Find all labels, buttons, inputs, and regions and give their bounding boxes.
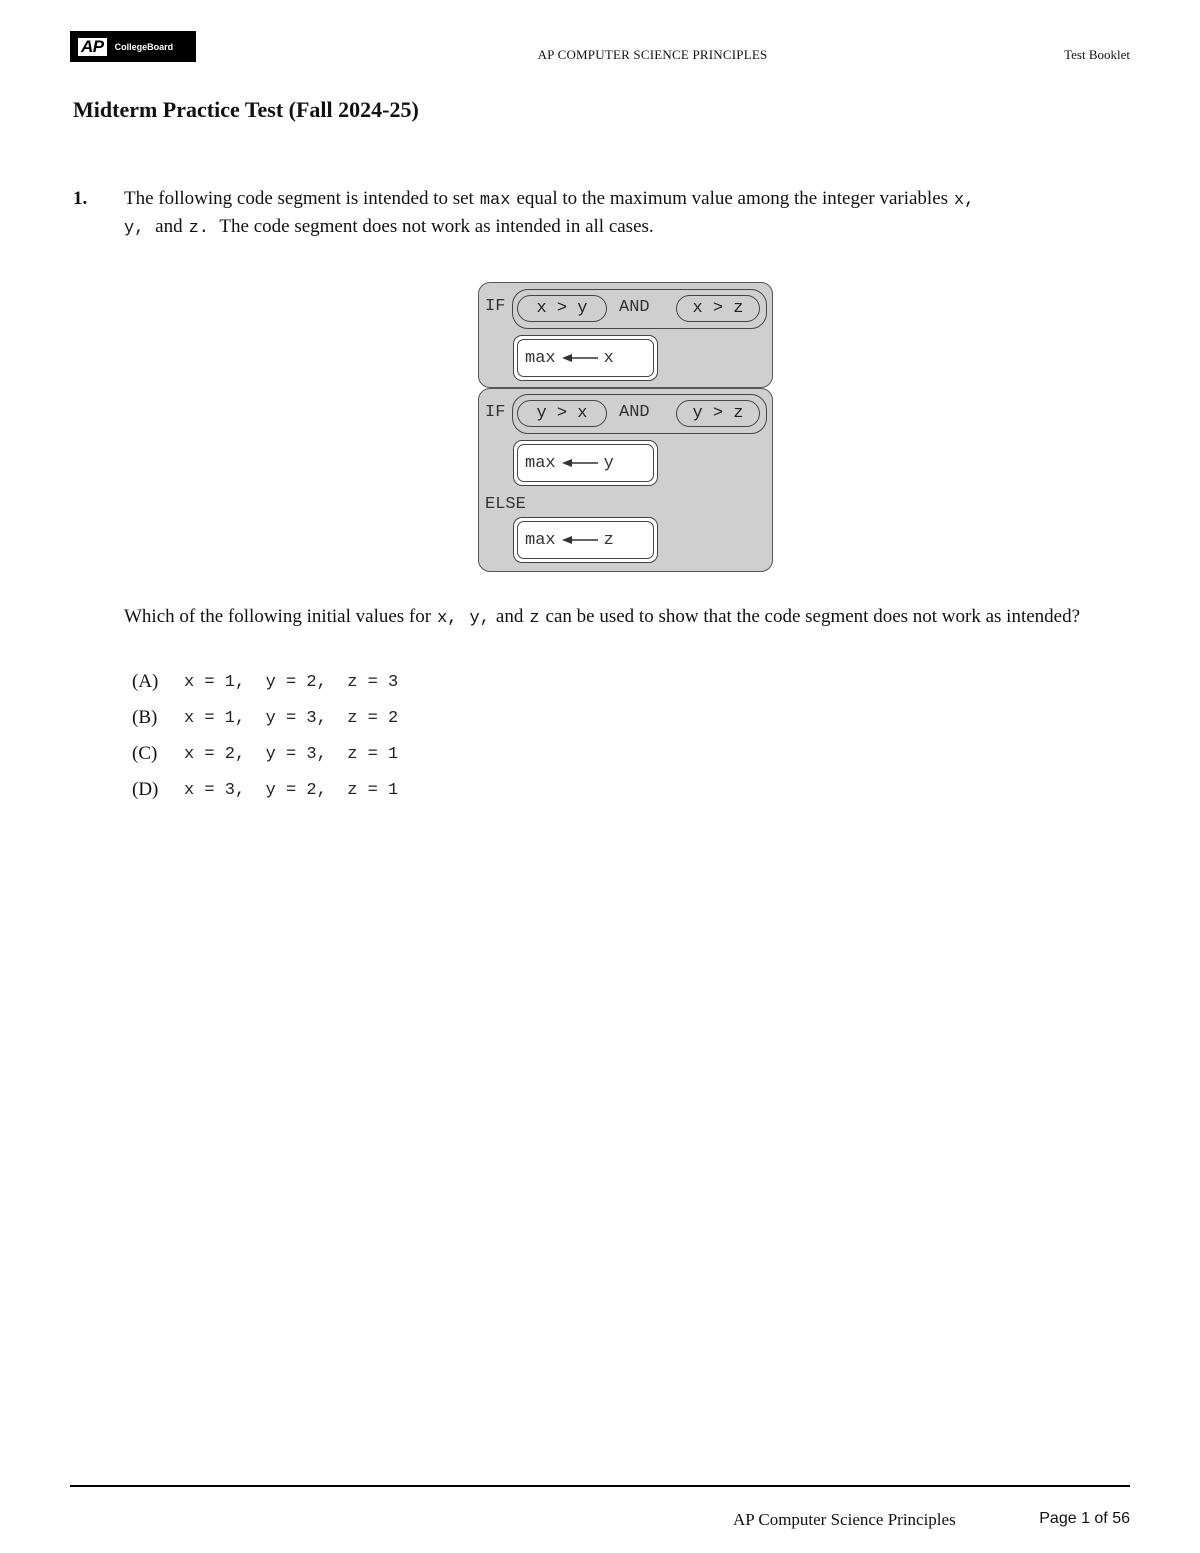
answer-choice-b[interactable] — [132, 700, 398, 736]
choice-value: x = 1, y = 2, z = 3 — [184, 672, 399, 692]
prompt-var-x: x, — [437, 609, 458, 628]
else-keyword: ELSE — [485, 495, 526, 514]
answer-choice-c[interactable] — [132, 736, 398, 772]
if-condition — [512, 394, 767, 434]
stem-var-max: max — [479, 191, 511, 210]
if-block-1 — [478, 282, 773, 388]
answer-choice-a[interactable] — [132, 664, 398, 700]
stem-text-a: The following code segment is intended to set — [124, 188, 474, 209]
choice-label: (C) — [132, 743, 158, 764]
stem-var-y: y, — [124, 219, 145, 238]
condition-pill: x > y — [517, 295, 607, 322]
question-number: 1. — [73, 188, 88, 209]
header-subject: AP COMPUTER SCIENCE PRINCIPLES — [537, 47, 768, 62]
assign-val: z — [603, 530, 614, 550]
if-else-block-2 — [478, 388, 773, 572]
assign-val: y — [603, 453, 614, 473]
left-arrow-icon — [562, 535, 598, 545]
if-condition — [512, 289, 767, 329]
choice-label: (B) — [132, 707, 158, 728]
if-keyword: IF — [485, 403, 506, 422]
assign-var: max — [525, 453, 556, 473]
and-keyword: AND — [619, 403, 650, 422]
condition-pill: y > x — [517, 400, 607, 427]
assignment-block — [513, 517, 658, 563]
choice-label: (A) — [132, 671, 159, 692]
footer-course: AP Computer Science Principles — [733, 1510, 956, 1529]
condition-pill: y > z — [676, 400, 760, 427]
if-keyword: IF — [485, 297, 506, 316]
assignment-block — [513, 440, 658, 486]
code-block-diagram — [478, 282, 775, 572]
prompt-var-z: z — [529, 609, 540, 628]
question-prompt — [124, 604, 1124, 632]
left-arrow-icon — [562, 458, 598, 468]
logo-ap-text: AP — [78, 38, 107, 56]
assignment-block — [513, 335, 658, 381]
condition-pill: x > z — [676, 295, 760, 322]
prompt-var-y: y, — [469, 609, 490, 628]
stem-var-z: z. — [188, 219, 209, 238]
prompt-and: and — [495, 606, 524, 627]
prompt-text-a: Which of the following initial values for — [124, 606, 432, 627]
question-stem — [124, 186, 1114, 242]
assign-var: max — [525, 348, 556, 368]
logo-brand-text: CollegeBoard — [114, 41, 174, 52]
stem-var-x: x, — [954, 191, 975, 210]
stem-text-c: The code segment does not work as intended in all cases. — [219, 216, 654, 237]
stem-text-b: equal to the maximum value among the integer variables — [516, 188, 949, 209]
prompt-text-b: can be used to show that the code segment does not work as intended? — [545, 606, 1081, 627]
page-title: Midterm Practice Test (Fall 2024-25) — [73, 97, 419, 122]
choice-label: (D) — [132, 779, 159, 800]
choice-value: x = 1, y = 3, z = 2 — [184, 708, 399, 728]
assign-var: max — [525, 530, 556, 550]
answer-choices — [132, 664, 398, 808]
answer-choice-d[interactable] — [132, 772, 398, 808]
and-keyword: AND — [619, 298, 650, 317]
choice-value: x = 2, y = 3, z = 1 — [184, 744, 399, 764]
choice-value: x = 3, y = 2, z = 1 — [184, 780, 399, 800]
stem-and: and — [155, 216, 183, 237]
assign-val: x — [603, 348, 614, 368]
left-arrow-icon — [562, 353, 598, 363]
footer-page-number: Page 1 of 56 — [1039, 1510, 1130, 1527]
footer-divider — [70, 1485, 1130, 1487]
header-booklet: Test Booklet — [1064, 47, 1130, 62]
